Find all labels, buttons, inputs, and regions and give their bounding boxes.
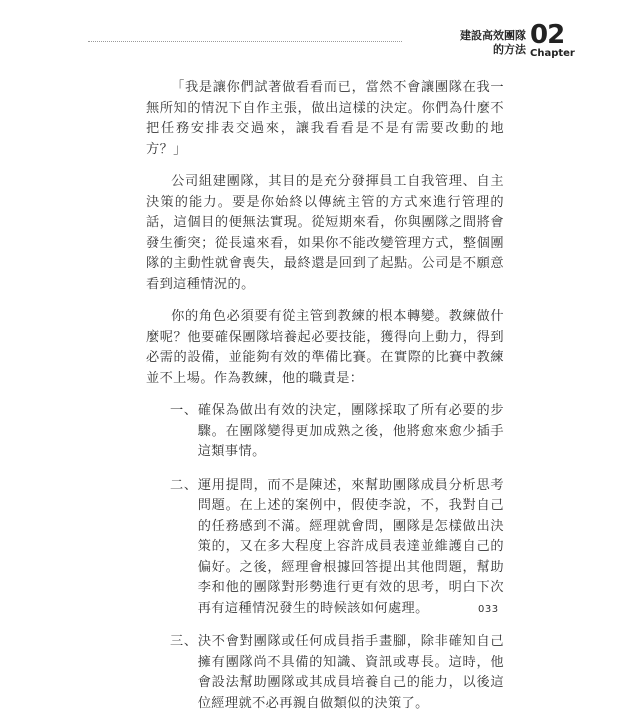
body-text	[146, 78, 504, 727]
chapter-marker	[530, 22, 575, 59]
running-header-title	[460, 29, 526, 57]
paragraph-quote: 「我是讓你們試著做看看而已，當然不會讓團隊在我一無所知的情況下自作主張，做出這樣的決定。你們為什麼不把任務安排表交過來，讓我看看是不是有需要改動的地方？」	[146, 80, 504, 157]
paragraph: 公司組建團隊，其目的是充分發揮員工自我管理、自主決策的能力。要是你始終以傳統主管的方式來進行管理的話，這個目的便無法實現。從短期來看，你與團隊之間將會發生衝突；從長遠來看，如果你不能改變管理方式，整個團隊的主動性就會喪失，最終還是回到了起點。公司是不願意看到這種情況的。	[146, 174, 504, 292]
header-title-line-1: 建設高效團隊	[460, 29, 526, 42]
paragraph: 你的角色必須要有從主管到教練的根本轉變。教練做什麼呢？他要確保團隊培養起必要技能，獲得向上動力，得到必需的設備，並能夠有效的準備比賽。在實際的比賽中教練並不上場。作為教練，他的職責是：	[146, 309, 504, 386]
list-item-3: 三、決不會對團隊或任何成員指手畫腳，除非確知自己擁有團隊尚不具備的知識、資訊或專長。這時，他會設法幫助團隊或其成員培養自己的能力，以後這位經理就不必再親自做類似的決策了。	[170, 634, 504, 711]
chapter-number: 02	[530, 20, 565, 50]
header-dotted-rule	[88, 41, 402, 42]
chapter-label: Chapter	[530, 48, 575, 59]
list-item-2: 二、運用提問，而不是陳述，來幫助團隊成員分析思考問題。在上述的案例中，假使李說，不，我對自己的任務感到不滿。經理就會問，團隊是怎樣做出決策的，又在多大程度上容許成員表達並維護自己的偏好。之後，經理會根據回答提出其他問題，幫助李和他的團隊對形勢進行更有效的思考，明白下次再有這種情況發生的時候該如何處理。	[170, 477, 504, 616]
list-item-1: 一、確保為做出有效的決定，團隊採取了所有必要的步驟。在團隊變得更加成熟之後，他將愈來愈少插手這類事情。	[170, 403, 504, 459]
page-number: 033	[478, 604, 499, 615]
header-title-line-2: 的方法	[493, 43, 526, 56]
